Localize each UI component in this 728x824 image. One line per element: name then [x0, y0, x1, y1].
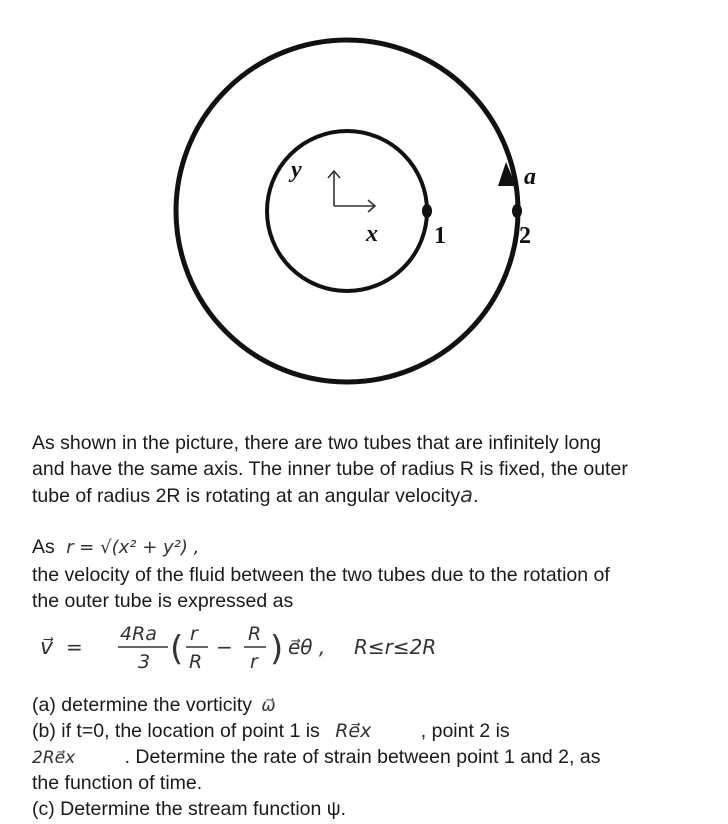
velocity-formula — [40, 618, 480, 674]
r-definition: r = √(x² + y²) , — [66, 537, 200, 558]
angular-velocity-label: a — [524, 164, 536, 190]
formula-frac2-den: r — [250, 651, 258, 673]
part-b-line-3: the function of time. — [32, 772, 203, 794]
part-c: (c) Determine the stream function ψ. — [32, 798, 347, 820]
formula-v: v⃗ — [40, 635, 54, 660]
formula-coef-num: 4Ra — [120, 623, 157, 645]
formula-unit: e⃗θ , — [288, 635, 326, 659]
formula-paren-close: ) — [270, 629, 284, 669]
part-b-line-2 — [32, 744, 600, 771]
point-1-label: 1 — [434, 223, 446, 249]
as-label: As — [32, 536, 55, 558]
velocity-line-2: the outer tube is expressed as — [32, 590, 294, 612]
part-b-text-3: . Determine the rate of strain between point 1 and 2, as — [124, 746, 601, 768]
formula-frac1-den: R — [189, 651, 203, 673]
intro-line-3-text: tube of radius 2R is rotating at an angular velocity — [32, 485, 461, 507]
axis-label-x: x — [366, 221, 378, 247]
part-b-line-1 — [32, 718, 510, 744]
formula-frac2-num: R — [248, 623, 262, 645]
point-2-label: 2 — [519, 223, 531, 249]
r-definition-line — [32, 534, 199, 561]
vorticity-symbol: ω⃗ — [261, 696, 276, 716]
formula-equals: = — [66, 635, 83, 659]
formula-domain: R≤r≤2R — [354, 635, 437, 659]
intro-line-1: As shown in the picture, there are two tubes that are infinitely long — [32, 432, 602, 454]
point-1-location: Re⃗x — [335, 720, 372, 742]
point-1-marker — [422, 204, 432, 218]
part-b-text-1: (b) if t=0, the location of point 1 is — [32, 720, 320, 742]
formula-frac1-num: r — [190, 623, 198, 645]
axis-label-y: y — [291, 157, 302, 183]
part-a — [32, 692, 276, 719]
formula-paren-open: ( — [170, 629, 184, 669]
axes-icon — [328, 171, 375, 212]
formula-coef-den: 3 — [138, 651, 151, 673]
inner-tube-circle — [267, 131, 427, 291]
intro-line-3 — [32, 482, 478, 509]
part-b-text-2: , point 2 is — [420, 720, 510, 742]
point-2-location: 2Re⃗x — [32, 748, 76, 768]
velocity-line-1: the velocity of the fluid between the two tubes due to the rotation of — [32, 564, 610, 586]
formula-minus: − — [216, 635, 233, 659]
intro-end: . — [473, 485, 479, 507]
outer-tube-circle — [176, 40, 518, 382]
angular-velocity-symbol: a — [460, 483, 474, 507]
intro-line-2: and have the same axis. The inner tube of radius R is fixed, the outer — [32, 458, 628, 480]
part-a-text: (a) determine the vorticity — [32, 694, 252, 716]
point-2-marker — [512, 204, 522, 218]
